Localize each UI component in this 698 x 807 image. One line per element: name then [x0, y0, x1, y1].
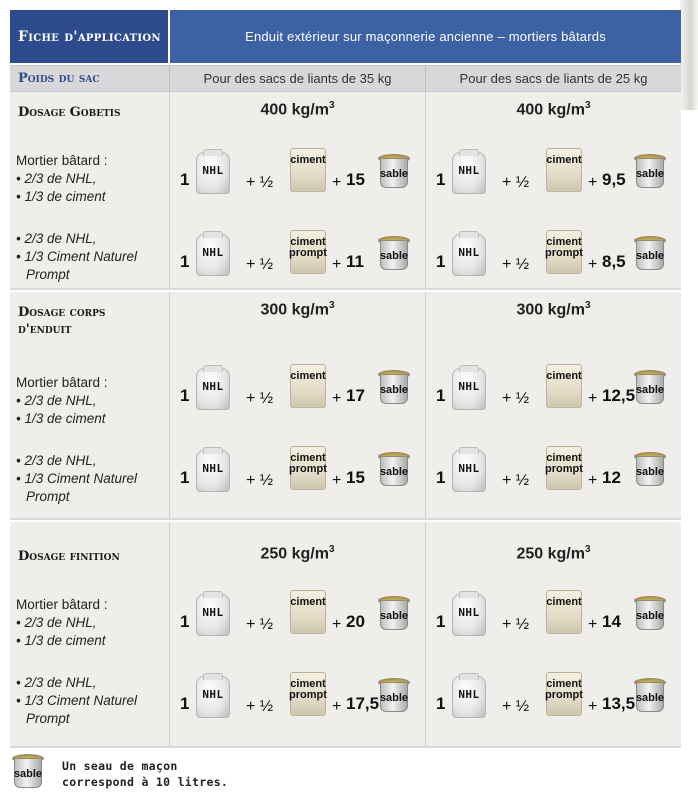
- plus-sign: +: [588, 472, 598, 489]
- nhl-count: 1: [180, 252, 190, 271]
- column-25kg: [425, 92, 681, 288]
- plus-half: + ½: [502, 472, 530, 489]
- mix-formula: [436, 590, 666, 650]
- nhl-bag-icon: NHL: [452, 152, 486, 194]
- column-35kg-header: Pour des sacs de liants de 35 kg: [203, 71, 392, 86]
- plus-sign: +: [588, 256, 598, 273]
- sable-count: 11: [346, 252, 364, 271]
- plus-sign: +: [332, 698, 342, 715]
- plus-half: + ½: [246, 174, 274, 191]
- density-value: 300 $kg/m^3$: [260, 300, 335, 319]
- sable-bucket-icon: sable: [634, 370, 666, 404]
- mix-formula: [180, 364, 410, 424]
- plus-sign: +: [588, 390, 598, 407]
- ciment-prompt-sack-icon: ciment prompt: [290, 672, 326, 716]
- plus-half: + ½: [502, 698, 530, 715]
- column-25kg-header: Pour des sacs de liants de 25 kg: [425, 66, 681, 91]
- ciment-prompt-sack-icon: ciment prompt: [546, 672, 582, 716]
- density-value: 250 $kg/m^3$: [260, 544, 335, 563]
- plus-sign: +: [332, 174, 342, 191]
- ciment-sack-icon: ciment: [546, 590, 582, 634]
- sable-count: 15: [346, 170, 365, 189]
- sable-count: 20: [346, 612, 365, 631]
- mortar-description: Mortier bâtard : • 2/3 de NHL, • 1/3 de ciment: [16, 375, 108, 426]
- mortar-description: • 2/3 de NHL, • 1/3 Ciment Naturel Prompt: [16, 453, 138, 504]
- plus-sign: +: [332, 472, 342, 489]
- header-title: Enduit extérieur sur maçonnerie ancienne – mortiers bâtards: [170, 10, 681, 63]
- column-35kg: [170, 92, 425, 288]
- plus-sign: +: [588, 616, 598, 633]
- sable-bucket-icon: sable: [634, 452, 666, 486]
- density-value: 400 $kg/m^3$: [260, 100, 335, 119]
- mortar-description: • 2/3 de NHL, • 1/3 Ciment Naturel Prompt: [16, 675, 138, 726]
- mix-formula: [436, 148, 666, 208]
- column-35kg: [170, 522, 425, 746]
- nhl-bag-icon: NHL: [452, 234, 486, 276]
- sable-count: 12: [602, 468, 621, 487]
- paper-edge: [680, 0, 698, 110]
- sable-count: 12,5: [602, 386, 636, 405]
- plus-sign: +: [332, 616, 342, 633]
- sable-bucket-icon: sable: [378, 678, 410, 712]
- mix-formula: [436, 364, 666, 424]
- plus-half: + ½: [246, 698, 274, 715]
- sable-count: 15: [346, 468, 365, 487]
- density-value: 250 $kg/m^3$: [516, 544, 591, 563]
- plus-half: + ½: [246, 616, 274, 633]
- section-title: Dosage Gobetis: [18, 105, 121, 120]
- sable-count: 14: [602, 612, 621, 631]
- sable-count: 17: [346, 386, 365, 405]
- footnote-text: [62, 758, 228, 790]
- nhl-bag-icon: NHL: [196, 234, 230, 276]
- plus-half: + ½: [502, 256, 530, 273]
- sable-count: 13,5: [602, 694, 636, 713]
- sable-bucket-icon: sable: [378, 452, 410, 486]
- nhl-count: 1: [436, 252, 446, 271]
- plus-half: + ½: [246, 472, 274, 489]
- ciment-prompt-sack-icon: ciment prompt: [290, 446, 326, 490]
- plus-half: + ½: [246, 390, 274, 407]
- sable-bucket-icon: sable: [378, 370, 410, 404]
- header-row: [10, 10, 681, 63]
- sable-bucket-icon: sable: [634, 678, 666, 712]
- footnote-area: [10, 752, 681, 802]
- ciment-sack-icon: ciment: [290, 364, 326, 408]
- sable-bucket-icon: sable: [378, 596, 410, 630]
- ciment-sack-icon: ciment: [290, 148, 326, 192]
- mix-formula: [180, 230, 410, 290]
- mix-formula: [180, 148, 410, 208]
- nhl-count: 1: [436, 386, 446, 405]
- mortar-description: • 2/3 de NHL, • 1/3 Ciment Naturel Prompt: [16, 231, 138, 282]
- nhl-count: 1: [436, 612, 446, 631]
- mortar-description: Mortier bâtard : • 2/3 de NHL, • 1/3 de ciment: [16, 153, 108, 204]
- nhl-bag-icon: NHL: [196, 368, 230, 410]
- nhl-count: 1: [436, 694, 446, 713]
- column-25kg: [425, 522, 681, 746]
- mix-formula: [436, 230, 666, 290]
- plus-half: + ½: [502, 174, 530, 191]
- column-25kg: [425, 292, 681, 518]
- mix-formula: [436, 446, 666, 506]
- footnote-line-2: correspond à 10 litres.: [62, 775, 229, 789]
- plus-half: + ½: [502, 616, 530, 633]
- plus-half: + ½: [246, 256, 274, 273]
- nhl-count: 1: [436, 468, 446, 487]
- section-title: Dosage corps d'enduit: [18, 305, 106, 337]
- sable-count: 9,5: [602, 170, 626, 189]
- plus-sign: +: [588, 698, 598, 715]
- sable-count: 17,5: [346, 694, 380, 713]
- dosage-section: [10, 292, 681, 520]
- nhl-bag-icon: NHL: [196, 676, 230, 718]
- nhl-count: 1: [180, 612, 190, 631]
- ciment-prompt-sack-icon: ciment prompt: [546, 446, 582, 490]
- section-title: Dosage finition: [18, 549, 120, 564]
- plus-sign: +: [332, 256, 342, 273]
- bag-weight-label: Poids du sac: [10, 66, 170, 91]
- header-label: Fiche d'application: [10, 10, 168, 63]
- nhl-bag-icon: NHL: [196, 152, 230, 194]
- nhl-count: 1: [180, 386, 190, 405]
- nhl-bag-icon: NHL: [452, 594, 486, 636]
- mix-formula: [436, 672, 666, 732]
- nhl-bag-icon: NHL: [196, 594, 230, 636]
- nhl-count: 1: [180, 694, 190, 713]
- sable-bucket-icon: sable: [378, 154, 410, 188]
- mix-formula: [180, 590, 410, 650]
- nhl-count: 1: [180, 170, 190, 189]
- mix-formula: [180, 672, 410, 732]
- nhl-bag-icon: NHL: [452, 450, 486, 492]
- density-value: 300 $kg/m^3$: [516, 300, 591, 319]
- mortar-description: Mortier bâtard : • 2/3 de NHL, • 1/3 de ciment: [16, 597, 108, 648]
- sable-count: 8,5: [602, 252, 626, 271]
- nhl-count: 1: [436, 170, 446, 189]
- column-35kg: [170, 292, 425, 518]
- plus-sign: +: [332, 390, 342, 407]
- sable-bucket-icon: sable: [634, 596, 666, 630]
- footnote-line-1: Un seau de maçon: [62, 759, 178, 773]
- sable-bucket-icon: sable: [634, 154, 666, 188]
- mix-formula: [180, 446, 410, 506]
- ciment-sack-icon: ciment: [546, 364, 582, 408]
- density-value: 400 $kg/m^3$: [516, 100, 591, 119]
- sable-bucket-icon: sable: [378, 236, 410, 270]
- sable-bucket-icon: sable: [634, 236, 666, 270]
- nhl-count: 1: [180, 468, 190, 487]
- plus-half: + ½: [502, 390, 530, 407]
- plus-sign: +: [588, 174, 598, 191]
- nhl-bag-icon: NHL: [452, 368, 486, 410]
- ciment-sack-icon: ciment: [546, 148, 582, 192]
- dosage-section: [10, 522, 681, 748]
- nhl-bag-icon: NHL: [196, 450, 230, 492]
- ciment-sack-icon: ciment: [290, 590, 326, 634]
- dosage-section: [10, 92, 681, 290]
- sable-bucket-icon: sable: [12, 754, 44, 788]
- ciment-prompt-sack-icon: ciment prompt: [546, 230, 582, 274]
- nhl-bag-icon: NHL: [452, 676, 486, 718]
- subheader-row: [10, 65, 681, 92]
- ciment-prompt-sack-icon: ciment prompt: [290, 230, 326, 274]
